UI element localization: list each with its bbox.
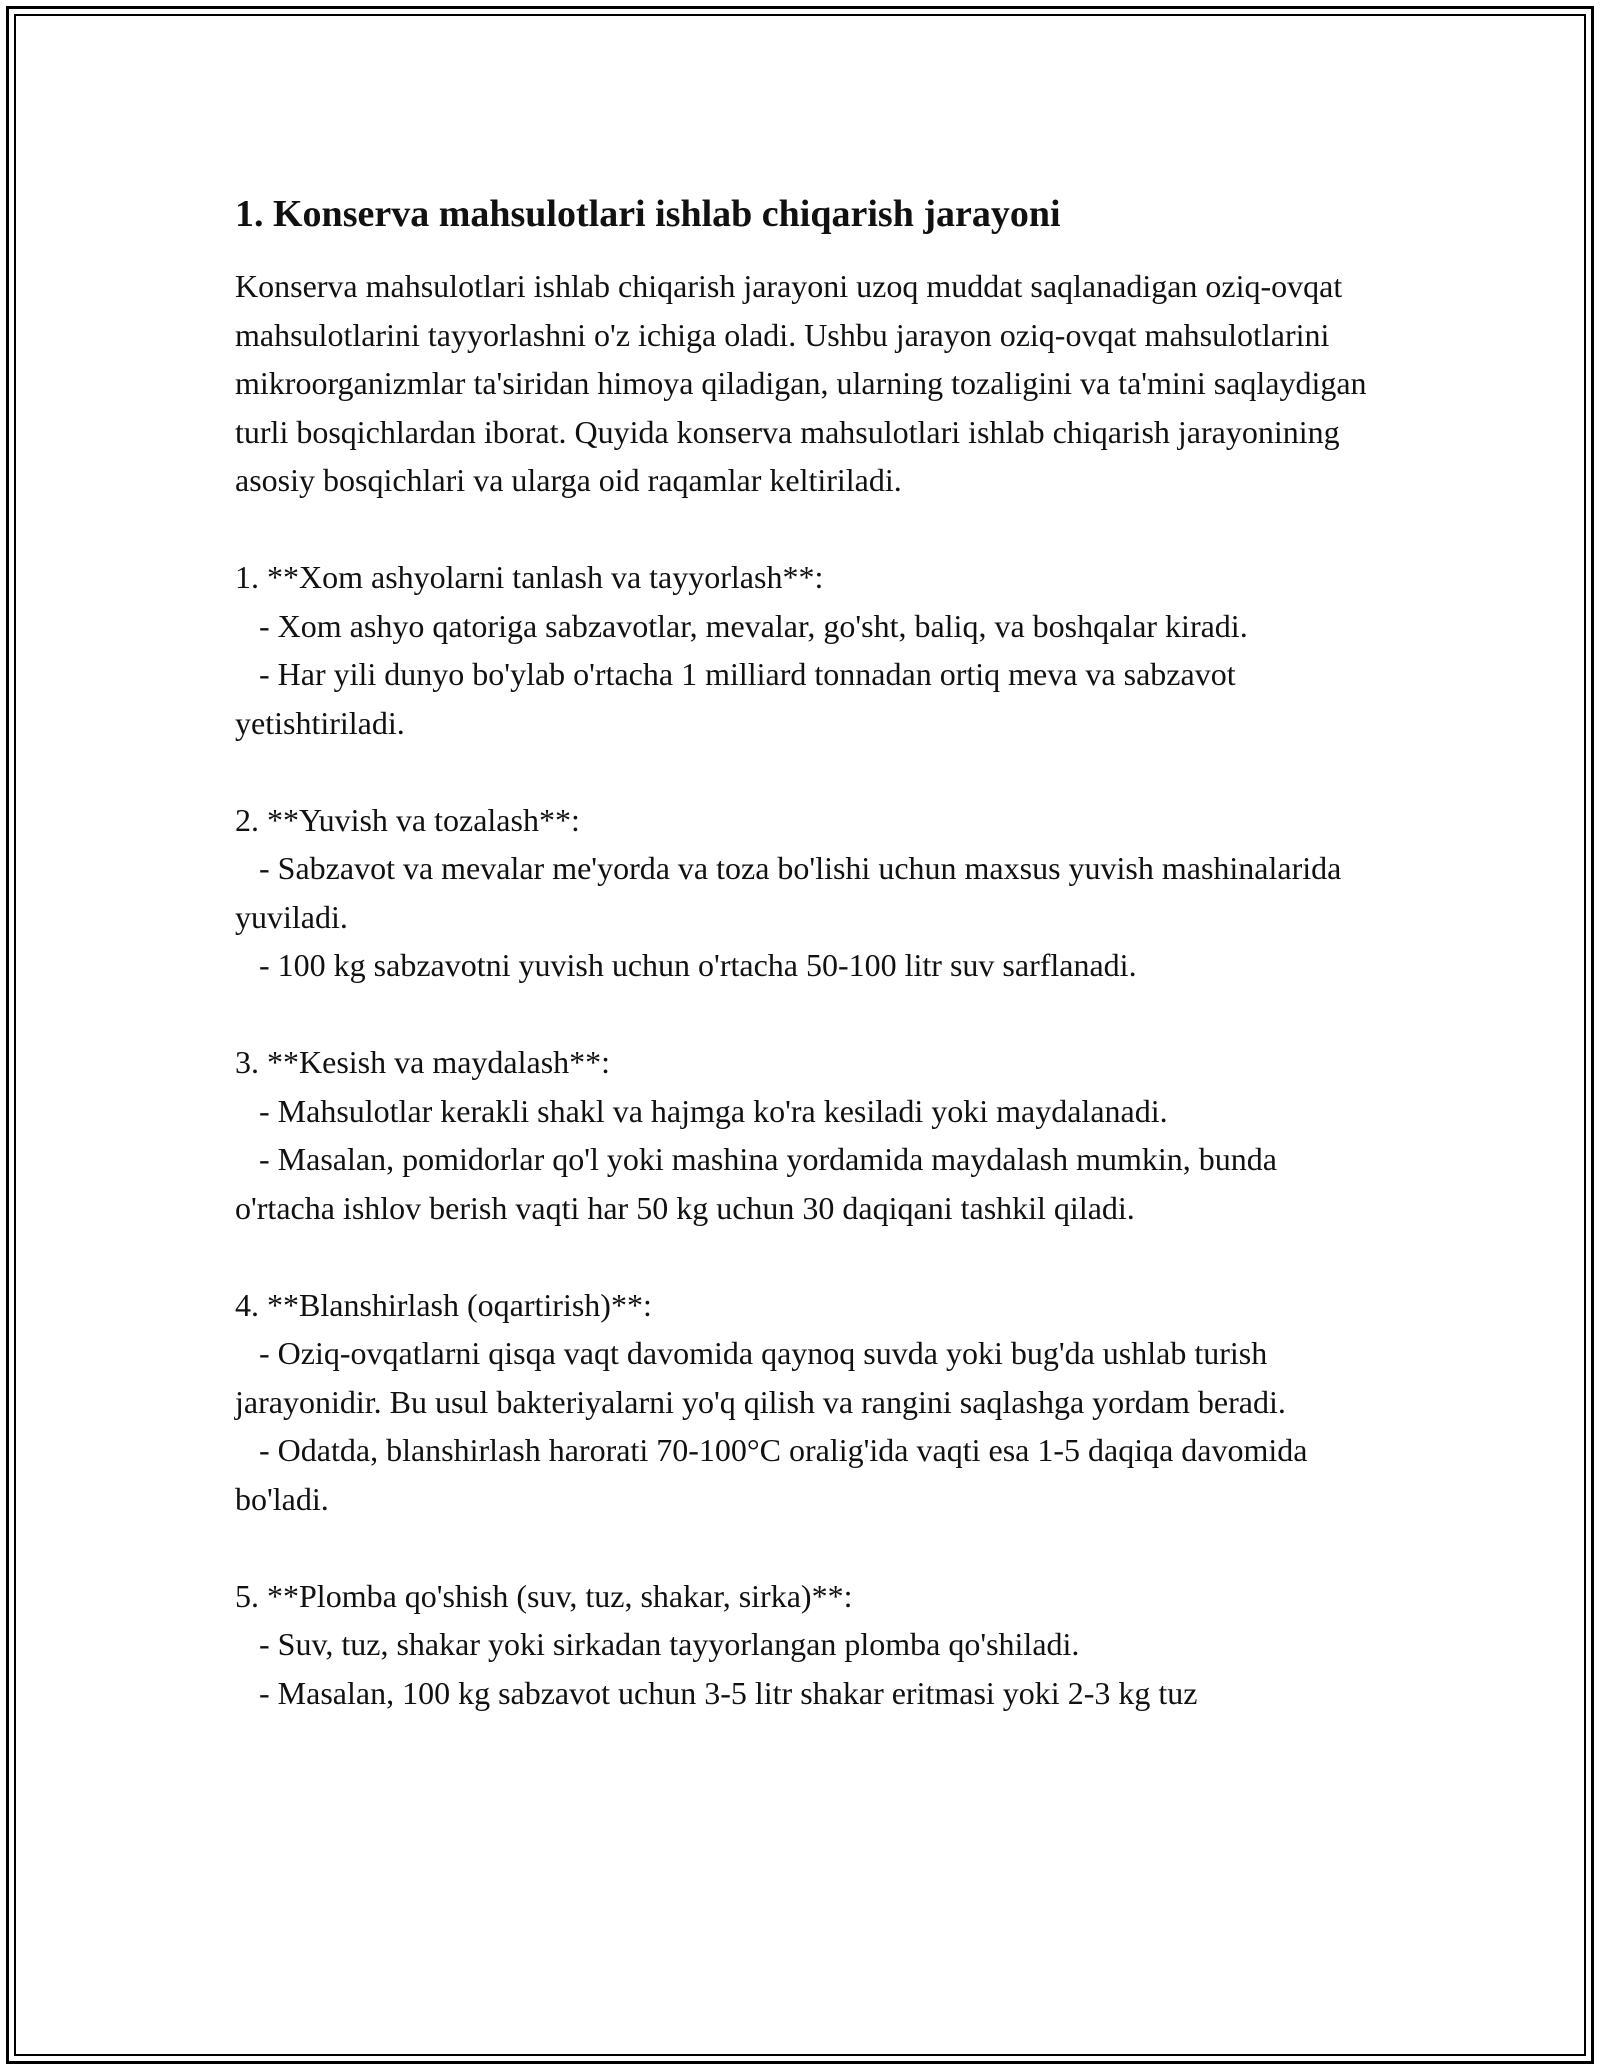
step-section	[235, 796, 1375, 990]
step-section	[235, 1038, 1375, 1232]
step-section	[235, 1572, 1375, 1718]
step-detail-line: - Har yili dunyo bo'ylab o'rtacha 1 milliard tonnadan ortiq meva va sabzavot yetishtiriladi.	[235, 656, 1244, 741]
step-section	[235, 1281, 1375, 1524]
step-heading: 4. **Blanshirlash (oqartirish)**:	[235, 1286, 652, 1323]
step-heading: 2. **Yuvish va tozalash**:	[235, 801, 580, 838]
step-heading: 5. **Plomba qo'shish (suv, tuz, shakar, sirka)**:	[235, 1577, 853, 1614]
step-detail-line: - Oziq-ovqatlarni qisqa vaqt davomida qaynoq suvda yoki bug'da ushlab turish jarayonidir. Bu usul bakteriyalarni yo'q qilish va rangini saqlashga yordam beradi.	[235, 1335, 1286, 1420]
step-detail-line: - Xom ashyo qatoriga sabzavotlar, mevalar, go'sht, baliq, va boshqalar kiradi.	[235, 607, 1248, 644]
document-page	[235, 186, 1375, 1717]
step-detail-line: - Suv, tuz, shakar yoki sirkadan tayyorlangan plomba qo'shiladi.	[235, 1626, 1080, 1662]
document-title: 1. Konserva mahsulotlari ishlab chiqarish jarayoni	[235, 193, 1061, 235]
process-steps	[235, 553, 1375, 1717]
intro-paragraph: Konserva mahsulotlari ishlab chiqarish jarayoni uzoq muddat saqlanadigan oziq-ovqat mahsulotlarini tayyorlashni o'z ichiga oladi. Ushbu jarayon oziq-ovqat mahsulotlarini mikroorganizmlar ta'siridan himoya qiladigan, ularning tozaligini va ta'mini saqlaydigan turli bosqichlardan iborat. Quyida konserva mahsulotlari ishlab chiqarish jarayonining asosiy bosqichlari va ularga oid raqamlar keltiriladi.	[235, 268, 1367, 498]
step-detail-line: - Sabzavot va mevalar me'yorda va toza bo'lishi uchun maxsus yuvish mashinalarida yuviladi.	[235, 850, 1350, 935]
step-section	[235, 553, 1375, 747]
step-heading: 1. **Xom ashyolarni tanlash va tayyorlash**:	[235, 559, 824, 595]
step-detail-line: - Odatda, blanshirlash harorati 70-100°C oralig'ida vaqti esa 1-5 daqiqa davomida bo'ladi.	[235, 1432, 1316, 1517]
step-detail-line: - 100 kg sabzavotni yuvish uchun o'rtacha 50-100 litr suv sarflanadi.	[235, 947, 1137, 983]
step-detail-line: - Mahsulotlar kerakli shakl va hajmga ko'ra kesiladi yoki maydalanadi.	[235, 1092, 1168, 1129]
step-heading: 3. **Kesish va maydalash**:	[235, 1044, 611, 1080]
step-detail-line: - Masalan, 100 kg sabzavot uchun 3-5 litr shakar eritmasi yoki 2-3 kg tuz	[235, 1674, 1198, 1711]
step-detail-line: - Masalan, pomidorlar qo'l yoki mashina yordamida maydalash mumkin, bunda o'rtacha ishlov berish vaqti har 50 kg uchun 30 daqiqani tashkil qiladi.	[235, 1141, 1285, 1226]
